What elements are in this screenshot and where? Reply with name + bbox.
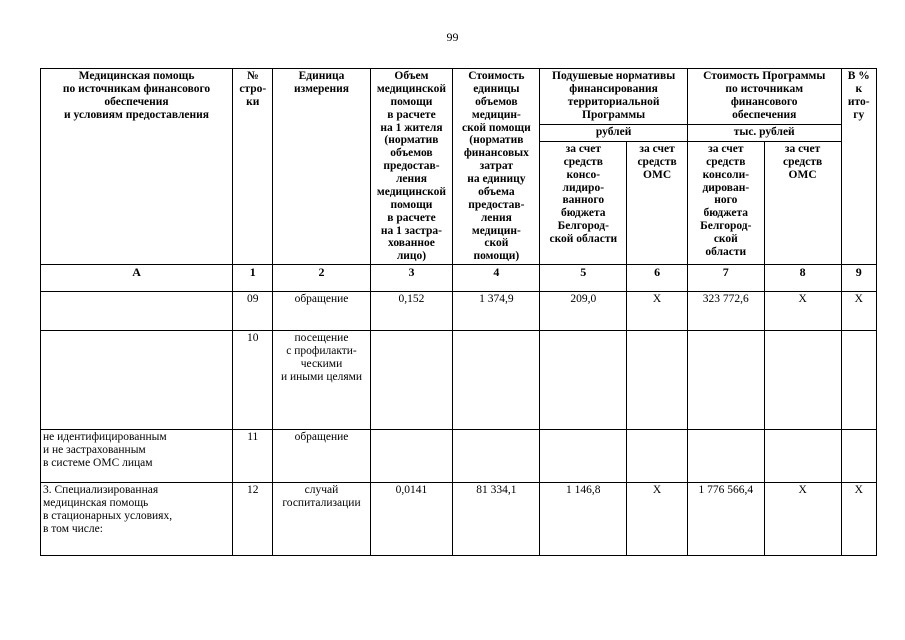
- cell-cost-oms: Х: [764, 483, 841, 556]
- cell-unit-cost: [453, 331, 540, 430]
- cell-cost-oms: Х: [764, 292, 841, 331]
- table-row: [41, 483, 877, 556]
- cell-cost-oms: [764, 331, 841, 430]
- column-index: 1: [233, 265, 273, 292]
- cell-cost-oms: [764, 430, 841, 483]
- header-cost-budget: за счет средств консоли- дирован- ного бюджета Белгород- ской области: [687, 141, 764, 264]
- header-per-capita-group: Подушевые нормативы финансирования территориальной Программы: [540, 69, 688, 125]
- cell-unit: обращение: [273, 430, 370, 483]
- cell-percent: Х: [841, 292, 876, 331]
- header-cost-oms: за счет средств ОМС: [764, 141, 841, 264]
- cell-unit-cost: 1 374,9: [453, 292, 540, 331]
- cell-per-capita-budget: [540, 430, 627, 483]
- cell-per-capita-budget: [540, 331, 627, 430]
- header-unit-rubles: рублей: [540, 125, 688, 141]
- cell-care-type: 3. Специализированная медицинская помощь в стационарных условиях, в том числе:: [41, 483, 233, 556]
- cell-line-number: 10: [233, 331, 273, 430]
- cell-line-number: 12: [233, 483, 273, 556]
- column-index: 9: [841, 265, 876, 292]
- header-unit-cost: Стоимость единицы объемов медицин- ской помощи (норматив финансовых затрат на единицу объема предостав- ления медицин- ской помощи): [453, 69, 540, 265]
- cell-care-type: [41, 331, 233, 430]
- cell-volume: [370, 430, 453, 483]
- table-row: [41, 331, 877, 430]
- header-line-number: № стро- ки: [233, 69, 273, 265]
- cell-unit: обращение: [273, 292, 370, 331]
- cell-unit-cost: [453, 430, 540, 483]
- cell-care-type: не идентифицированным и не застрахованным в системе ОМС лицам: [41, 430, 233, 483]
- column-index: 5: [540, 265, 627, 292]
- cell-per-capita-oms: Х: [627, 292, 688, 331]
- cell-unit: случай госпитализации: [273, 483, 370, 556]
- cell-percent: [841, 331, 876, 430]
- page-number: 99: [446, 30, 459, 44]
- column-index: 3: [370, 265, 453, 292]
- cell-volume: 0,0141: [370, 483, 453, 556]
- financing-table: [40, 68, 877, 556]
- table-row: [41, 292, 877, 331]
- cell-percent: [841, 430, 876, 483]
- column-index-row: [41, 265, 877, 292]
- header-per-capita-oms: за счет средств ОМС: [627, 141, 688, 264]
- table-row: [41, 430, 877, 483]
- column-index: 2: [273, 265, 370, 292]
- cell-volume: [370, 331, 453, 430]
- header-program-cost-group: Стоимость Программы по источникам финансового обеспечения: [687, 69, 841, 125]
- cell-unit-cost: 81 334,1: [453, 483, 540, 556]
- cell-per-capita-budget: 1 146,8: [540, 483, 627, 556]
- column-index: 4: [453, 265, 540, 292]
- cell-line-number: 09: [233, 292, 273, 331]
- header-unit: Единица измерения: [273, 69, 370, 265]
- header-unit-thousand-rubles: тыс. рублей: [687, 125, 841, 141]
- cell-per-capita-oms: [627, 331, 688, 430]
- cell-volume: 0,152: [370, 292, 453, 331]
- cell-unit: посещение с профилакти- ческими и иными целями: [273, 331, 370, 430]
- cell-per-capita-oms: [627, 430, 688, 483]
- cell-cost-budget: 1 776 566,4: [687, 483, 764, 556]
- column-index: 6: [627, 265, 688, 292]
- column-index: 7: [687, 265, 764, 292]
- cell-cost-budget: [687, 430, 764, 483]
- cell-cost-budget: 323 772,6: [687, 292, 764, 331]
- cell-per-capita-budget: 209,0: [540, 292, 627, 331]
- header-percent-total: В % к ито- гу: [841, 69, 876, 265]
- header-care-type: Медицинская помощь по источникам финансового обеспечения и условиям предоставления: [41, 69, 233, 265]
- header-per-capita-budget: за счет средств консо- лидиро- ванного бюджета Белгород- ской области: [540, 141, 627, 264]
- cell-cost-budget: [687, 331, 764, 430]
- cell-percent: Х: [841, 483, 876, 556]
- cell-line-number: 11: [233, 430, 273, 483]
- cell-per-capita-oms: Х: [627, 483, 688, 556]
- cell-care-type: [41, 292, 233, 331]
- column-index: 8: [764, 265, 841, 292]
- column-index: А: [41, 265, 233, 292]
- header-volume: Объем медицинской помощи в расчете на 1 жителя (норматив объемов предостав- ления медицинской помощи в расчете на 1 застра- хованное лицо): [370, 69, 453, 265]
